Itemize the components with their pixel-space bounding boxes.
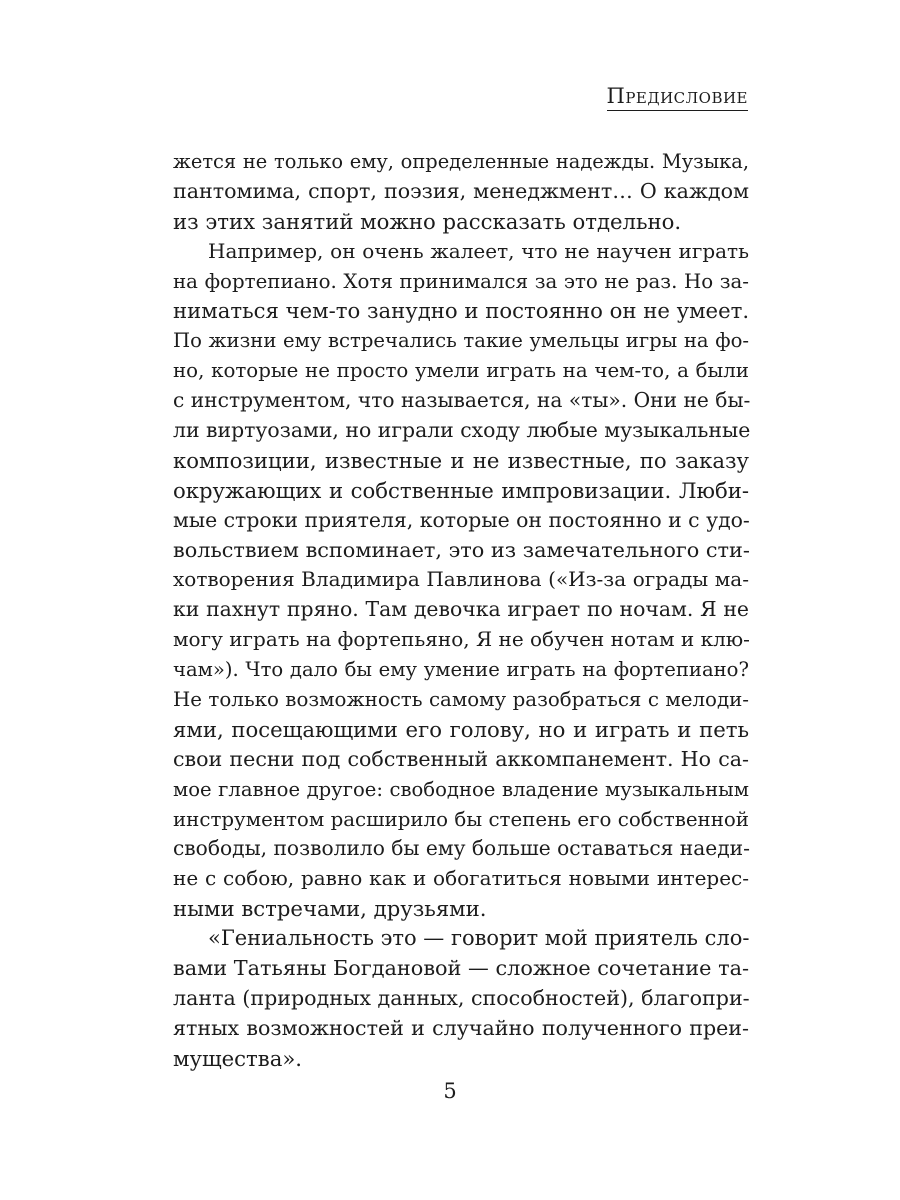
text-line: Например, он очень жалеет, что не научен играть <box>208 238 749 263</box>
running-head: Предисловие <box>607 84 748 111</box>
text-line: из этих занятий можно рассказать отдельно. <box>173 208 682 234</box>
body-text <box>173 147 749 1074</box>
text-line: могу играть на фортепьяно, Я не обучен нотам и клю- <box>173 627 750 652</box>
text-line: вольствием вспоминает, это из замечательного сти- <box>173 537 750 562</box>
text-line: чам»). Что дало бы ему умение играть на фортепиано? <box>173 658 749 682</box>
text-line: мущества». <box>173 1045 303 1071</box>
text-line: Не только возможность самому разобраться с мелоди- <box>173 688 749 712</box>
text-line: ниматься чем-то занудно и постоянно он не умеет. <box>173 298 750 324</box>
text-line: свободы, позволило бы ему больше оставаться наеди- <box>173 836 750 861</box>
text-line: ли виртуозами, но играли сходу любые музыкальные <box>173 418 751 443</box>
text-line: ятных возможностей и случайно полученного преи- <box>173 1015 749 1040</box>
text-line: мые строки приятеля, которые он постоянно и с удо- <box>173 507 750 532</box>
text-line: жется не только ему, определенные надежды. Музыка, <box>173 150 749 173</box>
text-line: ланта (природных данных, способностей), благопри- <box>173 985 750 1010</box>
text-line: свои песни под собственный аккомпанемент. Но са- <box>173 746 749 771</box>
text-line: мое главное другое: свободное владение музыкальным <box>173 777 749 801</box>
text-line: композиции, известные и не известные, по заказу <box>173 447 749 473</box>
text-line: инструментом расширило бы степень его собственной <box>173 807 749 831</box>
text-line: но, которые не просто умели играть на чем-то, а были <box>173 359 749 383</box>
text-line: хотворения Владимира Павлинова («Из-за ограды ма- <box>173 567 749 592</box>
text-line: с инструментом, что называется, на «ты». Они не бы- <box>173 388 751 413</box>
text-line: По жизни ему встречались такие умельцы игры на фо- <box>173 329 749 353</box>
text-line: вами Татьяны Богдановой — сложное сочетание та- <box>173 956 749 981</box>
text-line: ными встречами, друзьями. <box>173 896 487 922</box>
text-line: на фортепиано. Хотя принимался за это не раз. Но за- <box>173 269 749 293</box>
text-line: не с собою, равно как и обогатиться новыми интерес- <box>173 866 749 891</box>
text-line: ки пахнут пряно. Там девочка играет по ночам. Я не <box>173 597 749 622</box>
text-line: «Гениальность это — говорит мой приятель сло- <box>208 926 750 951</box>
text-line: ями, посещающими его голову, но и играть и петь <box>173 716 749 742</box>
page-number: 5 <box>443 1079 457 1103</box>
text-line: окружающих и собственные импровизации. Люби- <box>173 477 749 503</box>
text-line: пантомима, спорт, поэзия, менеджмент… О каждом <box>173 178 749 203</box>
